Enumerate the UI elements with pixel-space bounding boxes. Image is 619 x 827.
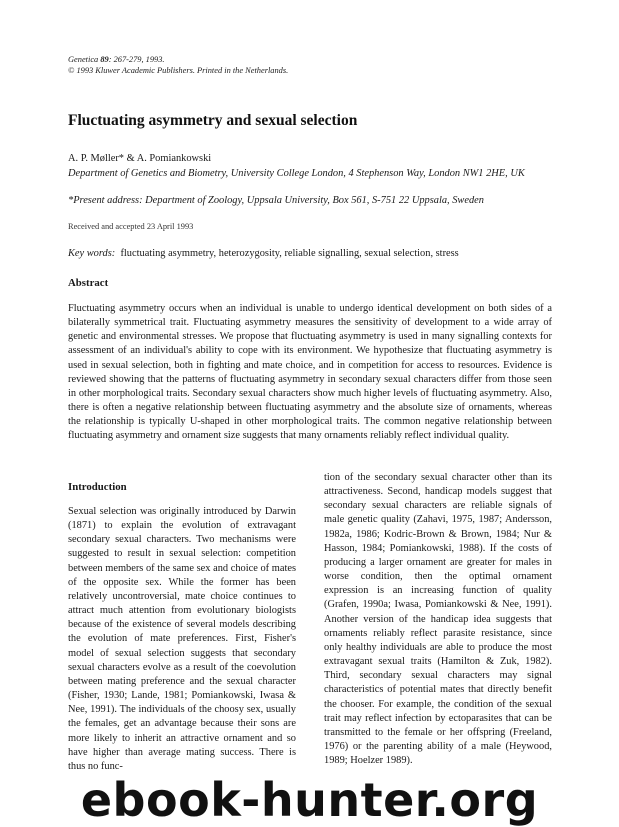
present-address: *Present address: Department of Zoology, Uppsala University, Box 561, S-751 22 Uppsala, Sweden	[68, 195, 484, 206]
paper-title: Fluctuating asymmetry and sexual selection	[68, 112, 358, 129]
introduction-heading: Introduction	[68, 481, 127, 493]
intro-right-text: tion of the secondary sexual character other than its attractiveness. Second, handicap models suggest that secondary sexual characters are reliable signals of male genetic quality (Zahavi, 1975, 1987; Andersson, 1982a, 1986; Kodric-Brown & Brown, 1984; Nur & Hasson, 1984; Pomiankowski, 1988). If the costs of producing a larger ornament are greater for males in worse condition, then the optimal ornament expression is an increasing function of quality (Grafen, 1990a; Iwasa, Pomiankowski & Nee, 1991). Another version of the handicap idea suggests that ornaments reliably reflect parasite resistance, since only healthy individuals are able to produce the most extravagant sexual traits (Hamilton & Zuk, 1982). Third, secondary sexual characters may signal characteristics of potential mates that directly benefit the chooser. For example, the condition of the sexual trait may reflect infection by ectoparasites that can be transmitted to the female or her offspring (Freeland, 1976) or the parenting ability of a male (Heywood, 1989; Hoelzer 1989).	[324, 472, 552, 767]
keywords-list: fluctuating asymmetry, heterozygosity, reliable signalling, sexual selection, stress	[120, 248, 459, 259]
abstract-body	[68, 302, 552, 444]
watermark-text: ebook-hunter.org	[80, 773, 539, 827]
journal-line-1	[68, 54, 288, 65]
right-column	[324, 471, 552, 768]
journal-copyright: © 1993 Kluwer Academic Publishers. Printed in the Netherlands.	[68, 66, 289, 75]
affiliation: Department of Genetics and Biometry, University College London, 4 Stephenson Way, London NW1 2HE, UK	[68, 168, 525, 179]
authors: A. P. Møller* & A. Pomiankowski	[68, 153, 212, 164]
abstract-heading: Abstract	[68, 277, 109, 289]
journal-citation	[68, 54, 288, 76]
journal-pages: : 267-279, 1993.	[108, 55, 165, 64]
left-column	[68, 505, 296, 774]
journal-name: Genetica	[68, 55, 99, 64]
abstract-text: Fluctuating asymmetry occurs when an individual is unable to undergo identical development on both sides of a bilaterally symmetrical trait. Fluctuating asymmetry measures the sensitivity of development to a wide array of genetic and environmental stresses. We propose that fluctuating asymmetry is used in many signalling contexts for assessment of an individual's ability to cope with its environment. We hypothesize that fluctuating asymmetry is used in sexual selection, both in fighting and mate choice, and in competition for access to resources. Evidence is reviewed showing that the patterns of fluctuating asymmetry in secondary sexual characters differ from those seen in other morphological traits. Secondary sexual characters show much higher levels of fluctuating asymmetry. Also, there is often a negative relationship between fluctuating asymmetry and the absolute size of ornaments, whereas the relationship is typically U-shaped in other morphological traits. The common negative relationship between fluctuating asymmetry and ornament size suggests that many ornaments reliably reflect individual quality.	[68, 303, 552, 442]
keywords-label: Key words:	[68, 248, 116, 259]
keywords	[68, 248, 459, 259]
received-date: Received and accepted 23 April 1993	[68, 222, 194, 231]
intro-left-text: Sexual selection was originally introduced by Darwin (1871) to explain the evolution of extravagant secondary sexual characters. Two mechanisms were suggested to result in sexual selection: competition between members of the same sex and choice of mates of the opposite sex. While the former has been relatively uncontroversial, mate choice continues to attract much attention from evolutionary biologists because of the existence of several models describing the evolution of mate preferences. First, Fisher's model of sexual selection suggests that secondary sexual characters evolve as a result of the coevolution between mating preference and the sexual character (Fisher, 1930; Lande, 1981; Pomiankowski, Iwasa & Nee, 1991). The individuals of the choosy sex, usually the females, get an advantage because their sons are more likely to inherit an attractive ornament and so have higher than average mating success. There is thus no func-	[68, 506, 296, 772]
journal-volume: 89	[100, 55, 109, 64]
